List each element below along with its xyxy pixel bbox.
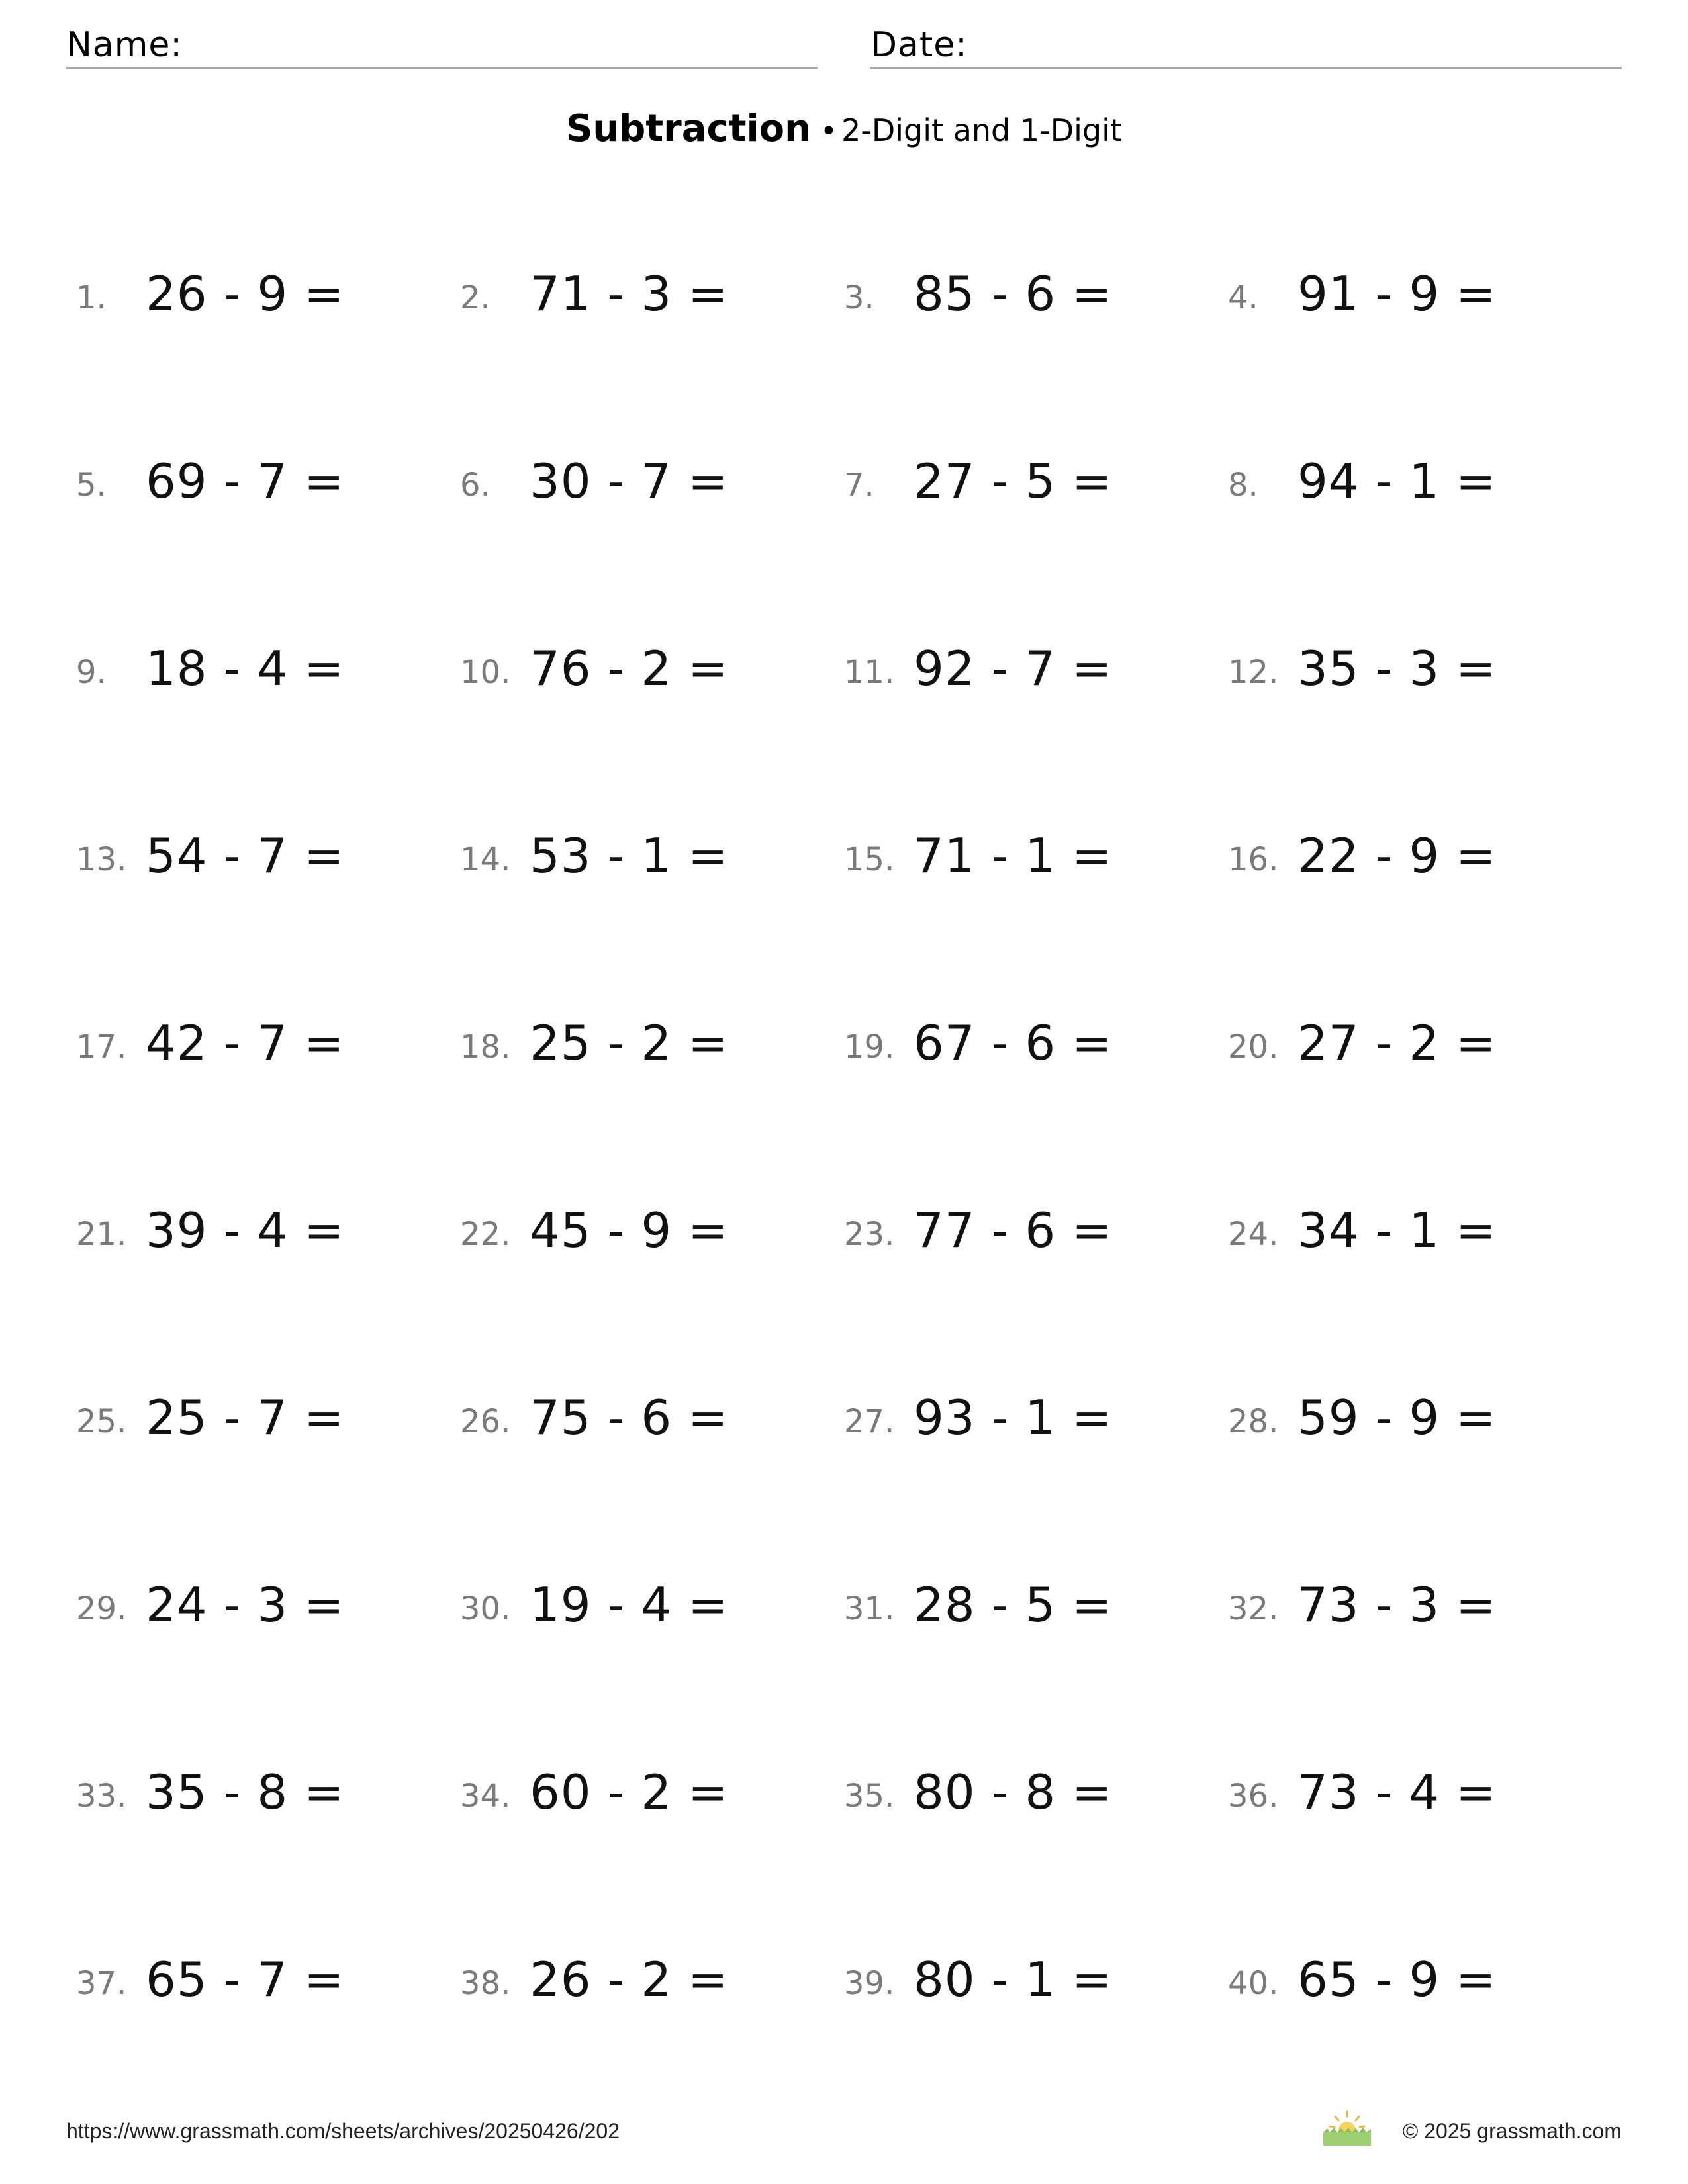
title-subtitle: 2-Digit and 1-Digit bbox=[841, 113, 1122, 148]
footer-url: https://www.grassmath.com/sheets/archives/20250426/202 bbox=[66, 2119, 620, 2143]
problem-number: 3. bbox=[844, 279, 874, 316]
problem-expression: 24 - 3 = bbox=[146, 1577, 345, 1633]
problem-number: 2. bbox=[460, 279, 491, 316]
problem-number: 31. bbox=[844, 1590, 895, 1627]
problem-expression: 71 - 1 = bbox=[914, 828, 1113, 884]
problem-expression: 80 - 8 = bbox=[914, 1764, 1113, 1820]
problem-expression: 39 - 4 = bbox=[146, 1203, 345, 1258]
name-field[interactable] bbox=[66, 20, 818, 69]
problem-number: 40. bbox=[1228, 1965, 1279, 2002]
problem-number: 20. bbox=[1228, 1028, 1279, 1066]
problem-number: 5. bbox=[76, 467, 107, 504]
problem-expression: 54 - 7 = bbox=[146, 828, 345, 884]
problem-expression: 73 - 4 = bbox=[1297, 1764, 1497, 1820]
title-main: Subtraction bbox=[566, 107, 812, 150]
footer-copyright: © 2025 grassmath.com bbox=[1402, 2119, 1622, 2143]
problem-expression: 34 - 1 = bbox=[1297, 1203, 1497, 1258]
problem-expression: 77 - 6 = bbox=[914, 1203, 1113, 1258]
problem-number: 12. bbox=[1228, 654, 1279, 691]
problem-expression: 18 - 4 = bbox=[146, 641, 345, 696]
problem-expression: 53 - 1 = bbox=[530, 828, 729, 884]
problem-number: 9. bbox=[76, 654, 107, 691]
problem-expression: 35 - 8 = bbox=[146, 1764, 345, 1820]
problem-number: 32. bbox=[1228, 1590, 1279, 1627]
sun-over-grass-icon bbox=[1321, 2109, 1374, 2147]
problem-number: 34. bbox=[460, 1778, 511, 1815]
date-field[interactable] bbox=[870, 20, 1622, 69]
problem-expression: 28 - 5 = bbox=[914, 1577, 1113, 1633]
name-label: Name: bbox=[66, 25, 183, 65]
problem-expression: 85 - 6 = bbox=[914, 266, 1113, 322]
problem-expression: 69 - 7 = bbox=[146, 453, 345, 509]
problem-expression: 19 - 4 = bbox=[530, 1577, 729, 1633]
problem-expression: 26 - 2 = bbox=[530, 1952, 729, 2007]
problem-expression: 45 - 9 = bbox=[530, 1203, 729, 1258]
problem-number: 22. bbox=[460, 1216, 511, 1253]
problem-number: 35. bbox=[844, 1778, 895, 1815]
problem-expression: 22 - 9 = bbox=[1297, 828, 1497, 884]
problem-number: 29. bbox=[76, 1590, 127, 1627]
problem-number: 21. bbox=[76, 1216, 127, 1253]
problem-number: 4. bbox=[1228, 279, 1258, 316]
problem-number: 17. bbox=[76, 1028, 127, 1066]
problem-expression: 25 - 2 = bbox=[530, 1015, 729, 1071]
problem-expression: 67 - 6 = bbox=[914, 1015, 1113, 1071]
problem-expression: 76 - 2 = bbox=[530, 641, 729, 696]
problem-expression: 80 - 1 = bbox=[914, 1952, 1113, 2007]
worksheet-title bbox=[0, 106, 1688, 161]
title-separator: • bbox=[820, 114, 837, 148]
problem-number: 24. bbox=[1228, 1216, 1279, 1253]
problem-number: 27. bbox=[844, 1403, 895, 1440]
problem-number: 26. bbox=[460, 1403, 511, 1440]
problem-number: 8. bbox=[1228, 467, 1258, 504]
problem-expression: 59 - 9 = bbox=[1297, 1390, 1497, 1445]
problem-expression: 42 - 7 = bbox=[146, 1015, 345, 1071]
problem-number: 13. bbox=[76, 841, 127, 878]
problem-number: 37. bbox=[76, 1965, 127, 2002]
problem-number: 38. bbox=[460, 1965, 511, 2002]
problem-number: 11. bbox=[844, 654, 895, 691]
problem-number: 23. bbox=[844, 1216, 895, 1253]
problem-number: 36. bbox=[1228, 1778, 1279, 1815]
problem-number: 6. bbox=[460, 467, 491, 504]
problem-expression: 27 - 5 = bbox=[914, 453, 1113, 509]
problem-expression: 26 - 9 = bbox=[146, 266, 345, 322]
problem-expression: 65 - 9 = bbox=[1297, 1952, 1497, 2007]
problem-expression: 71 - 3 = bbox=[530, 266, 729, 322]
problem-number: 28. bbox=[1228, 1403, 1279, 1440]
problem-number: 7. bbox=[844, 467, 874, 504]
problem-expression: 92 - 7 = bbox=[914, 641, 1113, 696]
problem-expression: 30 - 7 = bbox=[530, 453, 729, 509]
problem-expression: 27 - 2 = bbox=[1297, 1015, 1497, 1071]
problem-expression: 60 - 2 = bbox=[530, 1764, 729, 1820]
problem-number: 18. bbox=[460, 1028, 511, 1066]
problem-number: 14. bbox=[460, 841, 511, 878]
problem-expression: 93 - 1 = bbox=[914, 1390, 1113, 1445]
problem-expression: 73 - 3 = bbox=[1297, 1577, 1497, 1633]
problem-expression: 94 - 1 = bbox=[1297, 453, 1497, 509]
problem-expression: 91 - 9 = bbox=[1297, 266, 1497, 322]
date-label: Date: bbox=[870, 25, 968, 65]
problem-number: 19. bbox=[844, 1028, 895, 1066]
problem-number: 1. bbox=[76, 279, 107, 316]
problem-number: 10. bbox=[460, 654, 511, 691]
problem-number: 33. bbox=[76, 1778, 127, 1815]
problem-expression: 35 - 3 = bbox=[1297, 641, 1497, 696]
problem-number: 39. bbox=[844, 1965, 895, 2002]
problem-number: 25. bbox=[76, 1403, 127, 1440]
problem-number: 16. bbox=[1228, 841, 1279, 878]
problem-expression: 25 - 7 = bbox=[146, 1390, 345, 1445]
problem-number: 30. bbox=[460, 1590, 511, 1627]
problem-expression: 75 - 6 = bbox=[530, 1390, 729, 1445]
problem-number: 15. bbox=[844, 841, 895, 878]
problem-expression: 65 - 7 = bbox=[146, 1952, 345, 2007]
